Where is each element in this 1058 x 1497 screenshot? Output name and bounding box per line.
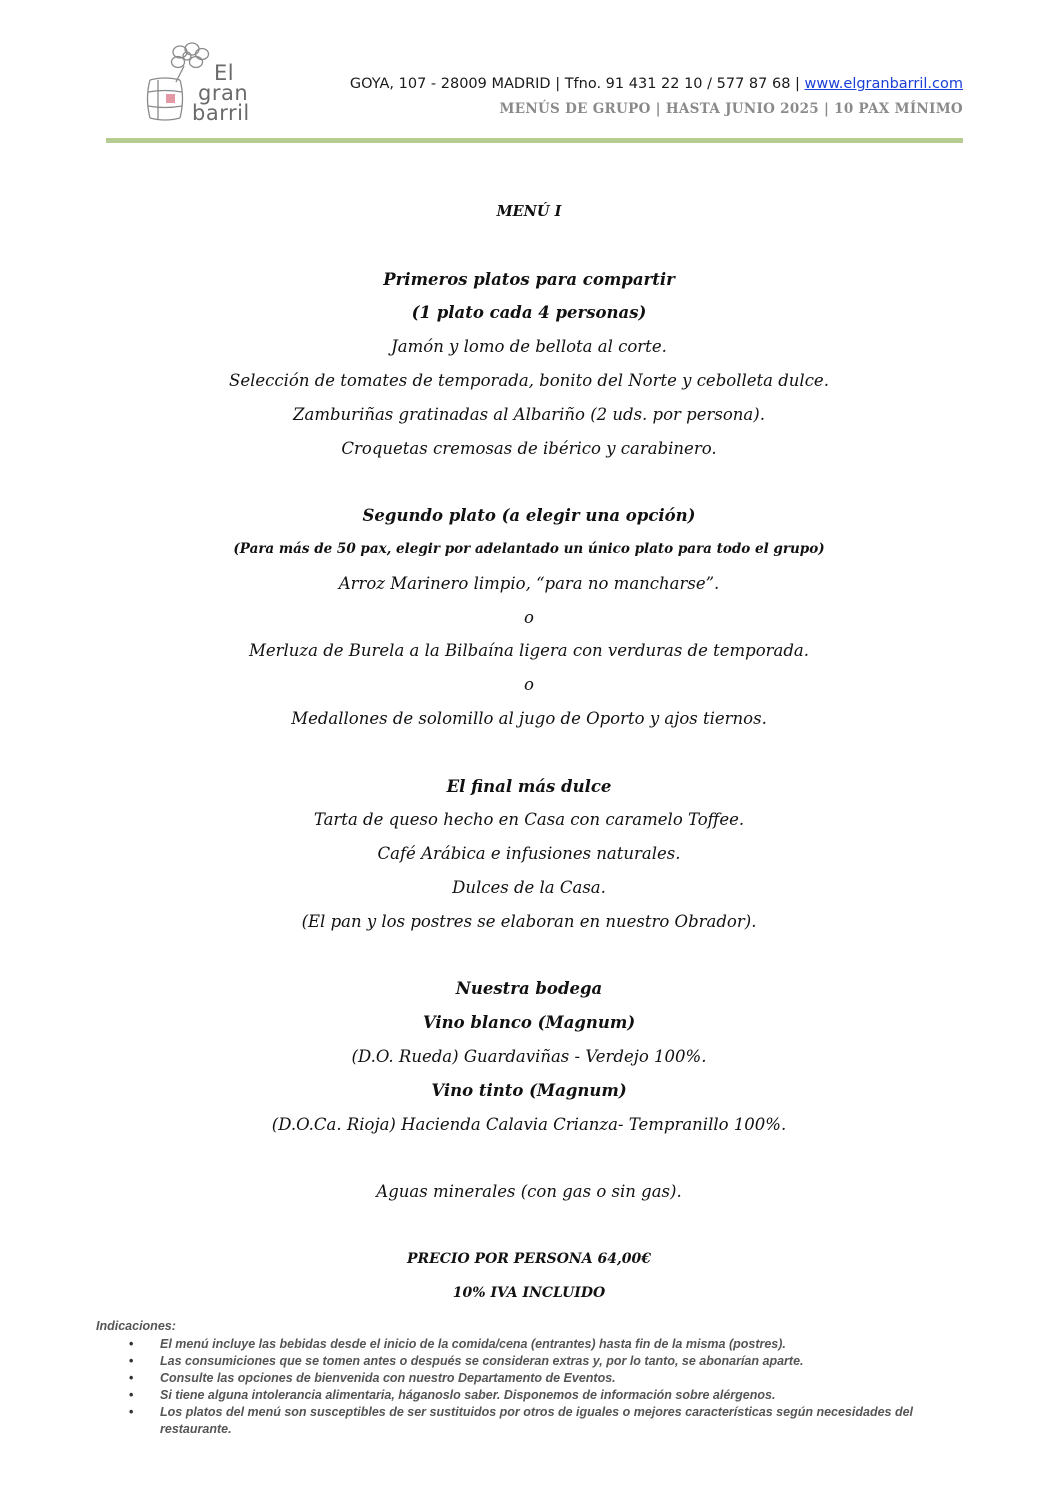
list-item — [96, 1336, 966, 1353]
list-item — [96, 1404, 966, 1438]
bullet-icon: • — [129, 1354, 134, 1368]
tax-note: 10% IVA INCLUIDO — [452, 1284, 606, 1301]
bullet-icon: • — [129, 1405, 134, 1419]
restaurant-logo — [140, 40, 250, 130]
red-wine: (D.O.Ca. Rioja) Hacienda Calavia Crianza- Tempranillo 100%. — [271, 1114, 787, 1134]
logo-word-el: El — [214, 61, 235, 85]
main-option: Medallones de solomillo al jugo de Oporto y ajos tiernos. — [291, 708, 767, 728]
dessert-item: (El pan y los postres se elaboran en nuestro Obrador). — [301, 911, 757, 931]
white-wine-heading: Vino blanco (Magnum) — [422, 1013, 636, 1033]
red-wine-heading: Vino tinto (Magnum) — [431, 1080, 627, 1100]
main-option: Merluza de Burela a la Bilbaína ligera con verduras de temporada. — [248, 641, 810, 661]
main-heading: Segundo plato (a elegir una opción) — [362, 506, 696, 526]
menu-title: MENÚ I — [496, 203, 562, 220]
option-separator: o — [524, 675, 534, 695]
starters-heading: Primeros platos para compartir — [383, 269, 675, 289]
starter-item: Zamburiñas gratinadas al Albariño (2 uds. por persona). — [293, 404, 765, 424]
starter-item: Selección de tomates de temporada, bonito del Norte y cebolleta dulce. — [229, 370, 829, 390]
bullet-icon: • — [129, 1337, 134, 1351]
list-item — [96, 1370, 966, 1387]
list-item — [96, 1353, 966, 1370]
page-header — [0, 0, 1058, 150]
dessert-item: Café Arábica e infusiones naturales. — [377, 844, 681, 864]
list-item — [96, 1387, 966, 1404]
note-text: Si tiene alguna intolerancia alimentaria, háganoslo saber. Disponemos de información sobre alérgenos. — [160, 1388, 776, 1402]
main-option: Arroz Marinero limpio, “para no mancharse”. — [338, 573, 720, 593]
contact-line — [350, 76, 963, 92]
note-text: El menú incluye las bebidas desde el inicio de la comida/cena (entrantes) hasta fin de la misma (postres). — [160, 1337, 786, 1351]
logo-word-barril: barril — [192, 101, 250, 125]
note-text: Los platos del menú son susceptibles de ser sustituidos por otros de iguales o mejores características según necesidades del restaurante. — [160, 1405, 914, 1436]
website-link[interactable]: www.elgranbarril.com — [804, 76, 963, 92]
wine-heading: Nuestra bodega — [455, 979, 603, 999]
bullet-icon: • — [129, 1371, 134, 1385]
white-wine: (D.O. Rueda) Guardaviñas - Verdejo 100%. — [351, 1046, 707, 1066]
menu-body — [0, 195, 1058, 1310]
starter-item: Jamón y lomo de bellota al corte. — [391, 337, 667, 357]
header-divider — [106, 138, 963, 143]
header-subtitle: MENÚS DE GRUPO | HASTA JUNIO 2025 | 10 PAX MÍNIMO — [499, 101, 963, 117]
option-separator: o — [524, 607, 534, 627]
notes-title: Indicaciones: — [96, 1319, 176, 1333]
price: PRECIO POR PERSONA 64,00€ — [406, 1250, 652, 1267]
notes-list — [96, 1336, 966, 1438]
note-text: Las consumiciones que se tomen antes o después se consideran extras y, por lo tanto, se abonarían aparte. — [160, 1354, 804, 1368]
logo-word-gran: gran — [198, 81, 249, 105]
notes-section — [96, 1318, 966, 1438]
dessert-heading: El final más dulce — [446, 776, 612, 796]
address-text: GOYA, 107 - 28009 MADRID | Tfno. 91 431 22 10 / 577 87 68 | — [349, 76, 805, 92]
bullet-icon: • — [129, 1388, 134, 1402]
dessert-item: Tarta de queso hecho en Casa con caramelo Toffee. — [313, 810, 745, 830]
water: Aguas minerales (con gas o sin gas). — [376, 1182, 682, 1202]
dessert-item: Dulces de la Casa. — [452, 877, 606, 897]
starter-item: Croquetas cremosas de ibérico y carabinero. — [341, 438, 717, 458]
main-note: (Para más de 50 pax, elegir por adelantado un único plato para todo el grupo) — [233, 540, 825, 557]
starters-subheading: (1 plato cada 4 personas) — [411, 303, 647, 323]
note-text: Consulte las opciones de bienvenida con nuestro Departamento de Eventos. — [160, 1371, 616, 1385]
